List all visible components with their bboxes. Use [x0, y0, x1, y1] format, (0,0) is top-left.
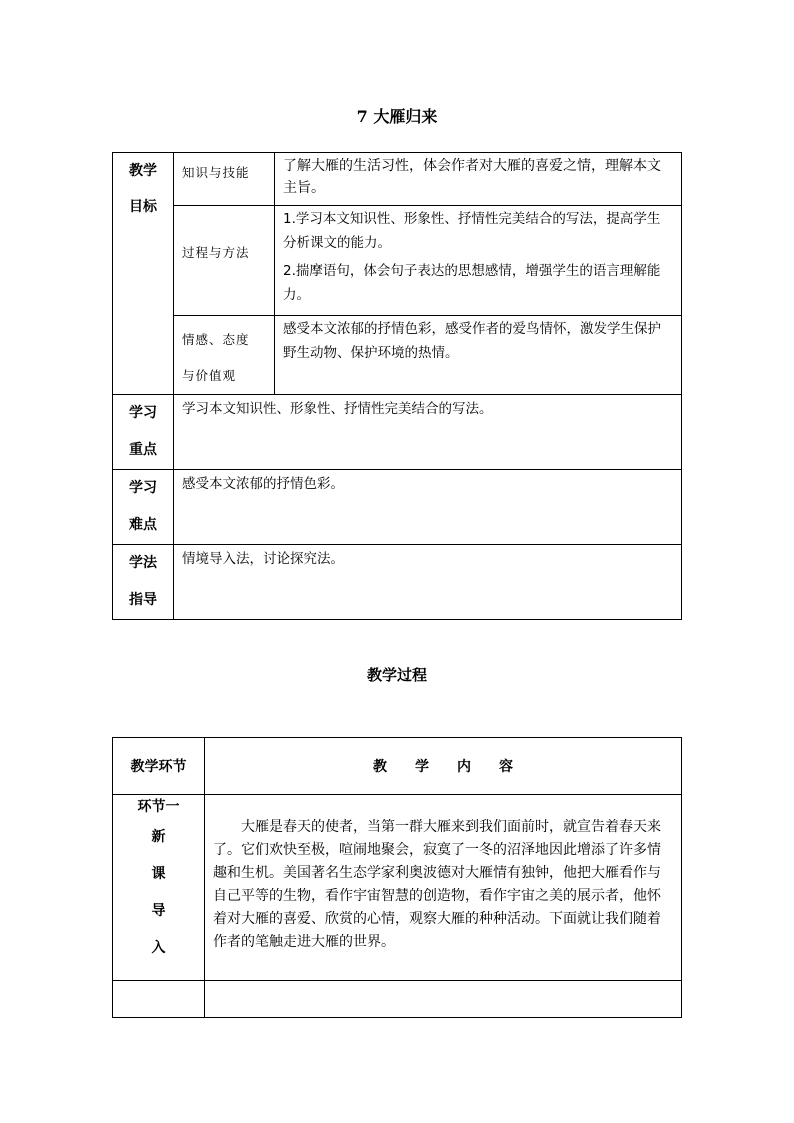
goal-label-emotion: 情感、态度 与价值观	[174, 316, 275, 395]
header-stage-cell	[113, 738, 205, 795]
goals-main-label-line2: 目标	[129, 199, 157, 215]
process-title: 教学过程	[366, 666, 427, 684]
teaching-goals-table	[112, 152, 682, 620]
goal-content-process: 1.学习本文知识性、形象性、抒情性完美结合的写法，提高学生分析课文的能力。 2.揣摩语句，体会句子表达的思想感情，增强学生的语言理解能力。	[275, 206, 682, 316]
difficulties-content: 感受本文浓郁的抒情色彩。	[174, 470, 682, 545]
goal-label-knowledge: 知识与技能	[174, 153, 275, 206]
key-points-content: 学习本文知识性、形象性、抒情性完美结合的写法。	[174, 395, 682, 470]
goals-main-label-cell	[113, 153, 174, 395]
empty-content-cell	[205, 981, 682, 1018]
method-content: 情境导入法，讨论探究法。	[174, 545, 682, 620]
header-content-cell	[205, 738, 682, 795]
goals-main-label-line1: 教学	[129, 163, 157, 179]
document-title: 7 大雁归来	[356, 107, 438, 126]
header-content-label: 教 学 内 容	[373, 759, 513, 775]
method-label-cell: 学法 指导	[113, 545, 174, 620]
teaching-process-table	[112, 737, 682, 1018]
goal-label-process: 过程与方法	[174, 206, 275, 316]
stage1-content-cell	[205, 795, 682, 981]
stage1-label-cell: 环节一 新 课 导 入	[113, 795, 205, 981]
difficulties-label-cell: 学习 难点	[113, 470, 174, 545]
goal-content-emotion: 感受本文浓郁的抒情色彩，感受作者的爱鸟情怀，激发学生保护野生动物、保护环境的热情。	[275, 316, 682, 395]
empty-stage-cell	[113, 981, 205, 1018]
header-stage-label: 教学环节	[130, 759, 187, 775]
goal-content-knowledge: 了解大雁的生活习性，体会作者对大雁的喜爱之情，理解本文主旨。	[275, 153, 682, 206]
key-points-label-cell: 学习 重点	[113, 395, 174, 470]
stage1-paragraph: 大雁是春天的使者，当第一群大雁来到我们面前时，就宣告着春天来了。它们欢快至极，喧闹地聚会，寂寞了一冬的沼泽地因此增添了许多情趣和生机。美国著名生态学家利奥波德对大雁情有独钟，他把大雁看作与自己平等的生物，看作宇宙智慧的创造物，看作宇宙之美的展示者，他怀着对大雁的喜爱、欣赏的心情，观察大雁的种种活动。下面就让我们随着作者的笔触走进大雁的世界。	[213, 819, 661, 950]
